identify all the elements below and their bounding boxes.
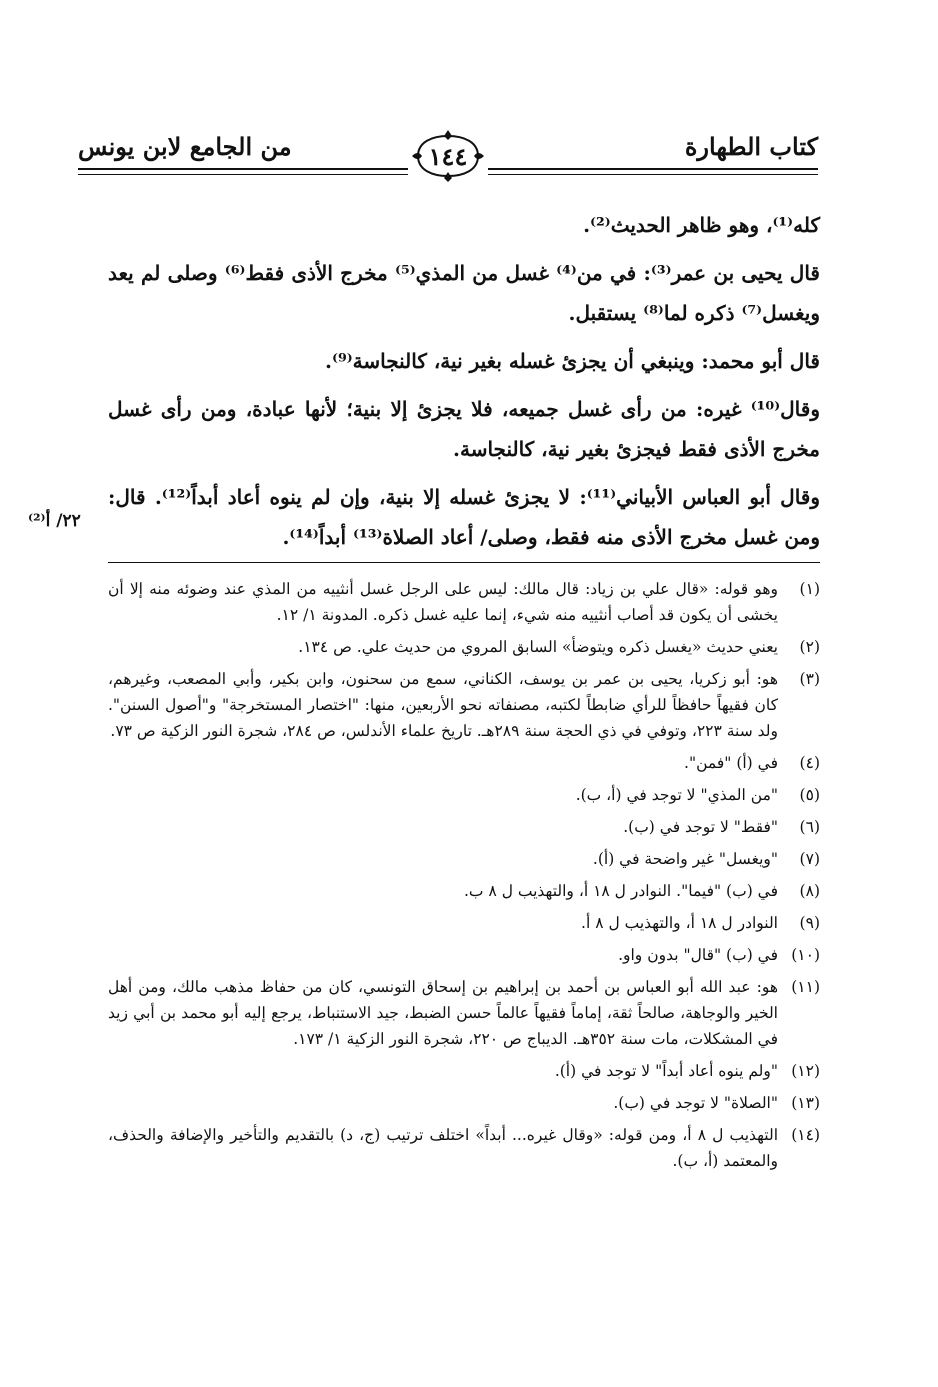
footnote-number: (٨) [799,882,820,900]
footnote [108,878,820,904]
footnote-number: (١٤) [791,1126,820,1144]
paragraph: وقال⁽¹⁰⁾ غيره: من رأى غسل جميعه، فلا يجزئ إلا بنية؛ لأنها عبادة، ومن رأى غسل مخرج الأذى فقط فيجزئ بغير نية، كالنجاسة. [108,397,820,461]
footnote-number: (١٠) [791,946,820,964]
footnote [108,750,820,776]
page-header [78,120,818,190]
page-number: ١٤٤ [428,142,468,171]
footnote [108,1122,820,1174]
footnote-number: (٢) [799,638,820,656]
footnote-number: (٣) [799,670,820,688]
footnote-number: (١٢) [791,1062,820,1080]
footnote [108,576,820,628]
footnote-text: وهو قوله: «قال علي بن زياد: قال مالك: ليس على الرجل غسل أنثييه من المذي عند وضوئه منه إلا أن يخشى أن يكون قد أصاب أنثييه منه شيء، إنما عليه غسل ذكره. المدونة ١/ ١٢. [108,580,778,624]
footnote [108,974,820,1052]
footnote-text: "ولم ينوه أعاد أبداً" لا توجد في (أ). [554,1062,778,1080]
footnote [108,1090,820,1116]
footnotes [108,576,820,1180]
footnote-text: "من المذي" لا توجد في (أ، ب). [575,786,778,804]
footnote [108,634,820,660]
footnote [108,910,820,936]
footnote [108,846,820,872]
paragraph: قال يحيى بن عمر⁽³⁾: في من⁽⁴⁾ غسل من المذي⁽⁵⁾ مخرج الأذى فقط⁽⁶⁾ وصلى لم يعد ويغسل⁽⁷⁾ ذكره لما⁽⁸⁾ يستقبل. [108,261,820,325]
footnote-separator [108,562,820,563]
margin-folio-note: ٢٢/ أ⁽²⁾ [28,511,81,531]
footnote-number: (٤) [799,754,820,772]
footnote-number: (١٣) [791,1094,820,1112]
footnote-text: يعني حديث «يغسل ذكره ويتوضأ» السابق المروي من حديث علي. ص ١٣٤. [298,638,778,656]
page-number-ornament [408,128,488,184]
paragraph: كله⁽¹⁾، وهو ظاهر الحديث⁽²⁾. [583,213,820,237]
footnote [108,814,820,840]
footnote-number: (١) [799,580,820,598]
footnote-text: في (ب) "فيما". النوادر ل ١٨ أ، والتهذيب ل ٨ ب. [463,882,778,900]
footnote-number: (١١) [791,978,820,996]
footnote-text: "الصلاة" لا توجد في (ب). [613,1094,778,1112]
paragraph: قال أبو محمد: وينبغي أن يجزئ غسله بغير نية، كالنجاسة⁽⁹⁾. [325,349,820,373]
footnote [108,942,820,968]
footnote [108,666,820,744]
footnote-text: النوادر ل ١٨ أ، والتهذيب ل ٨ أ. [581,914,778,932]
paragraph: وقال أبو العباس الأبياني⁽¹¹⁾: لا يجزئ غسله إلا بنية، وإن لم ينوه أعاد أبداً⁽¹²⁾. قال: ومن غسل مخرج الأذى منه فقط، وصلى/ أعاد الصلاة⁽¹³⁾ أبداً⁽¹⁴⁾. [108,485,821,549]
footnote-text: هو: عبد الله أبو العباس بن أحمد بن إبراهيم بن إسحاق التونسي، كان من حفاظ مذهب مالك، ومن أهل الخير والوجاهة، صالحاً ثقة، إماماً فقيهاً عالماً حسن الضبط، جيد الاستنباط، يرجع إليه أبو محمد بن أبي زيد في المشكلات، مات سنة ٣٥٢هـ. الديباج ص ٢٢٠، شجرة النور الزكية ١/ ١٧٣. [108,978,778,1048]
footnote-number: (٧) [799,850,820,868]
footnote-number: (٥) [799,786,820,804]
footnote-number: (٩) [799,914,820,932]
main-text [108,205,820,565]
footnote-text: التهذيب ل ٨ أ، ومن قوله: «وقال غيره... أبداً» اختلف ترتيب (ج، د) بالتقديم والتأخير والإضافة والحذف، والمعتمد (أ، ب). [108,1126,778,1170]
book-title: كتاب الطهارة [684,132,818,161]
footnote [108,782,820,808]
footnote-text: في (ب) "قال" بدون واو. [618,946,778,964]
footnote-text: في (أ) "فمن". [684,754,778,772]
footnote-number: (٦) [799,818,820,836]
footnote-text: "فقط" لا توجد في (ب). [623,818,778,836]
footnote-text: "ويغسل" غير واضحة في (أ). [592,850,778,868]
series-title: من الجامع لابن يونس [78,132,292,161]
footnote-text: هو: أبو زكريا، يحيى بن عمر بن يوسف، الكناني، سمع من سحنون، وابن بكير، وأبي المصعب، وغيرهم، كان فقيهاً حافظاً للرأي ضابطاً لكتبه، مصنفاته نحو الأربعين، منها: "اختصار المستخرجة" و"أصول السنن". ولد سنة ٢٢٣، وتوفي في ذي الحجة سنة ٢٨٩هـ. تاريخ علماء الأندلس، ص ٢٨٤، شجرة النور الزكية ص ٧٣. [108,670,778,740]
footnote [108,1058,820,1084]
